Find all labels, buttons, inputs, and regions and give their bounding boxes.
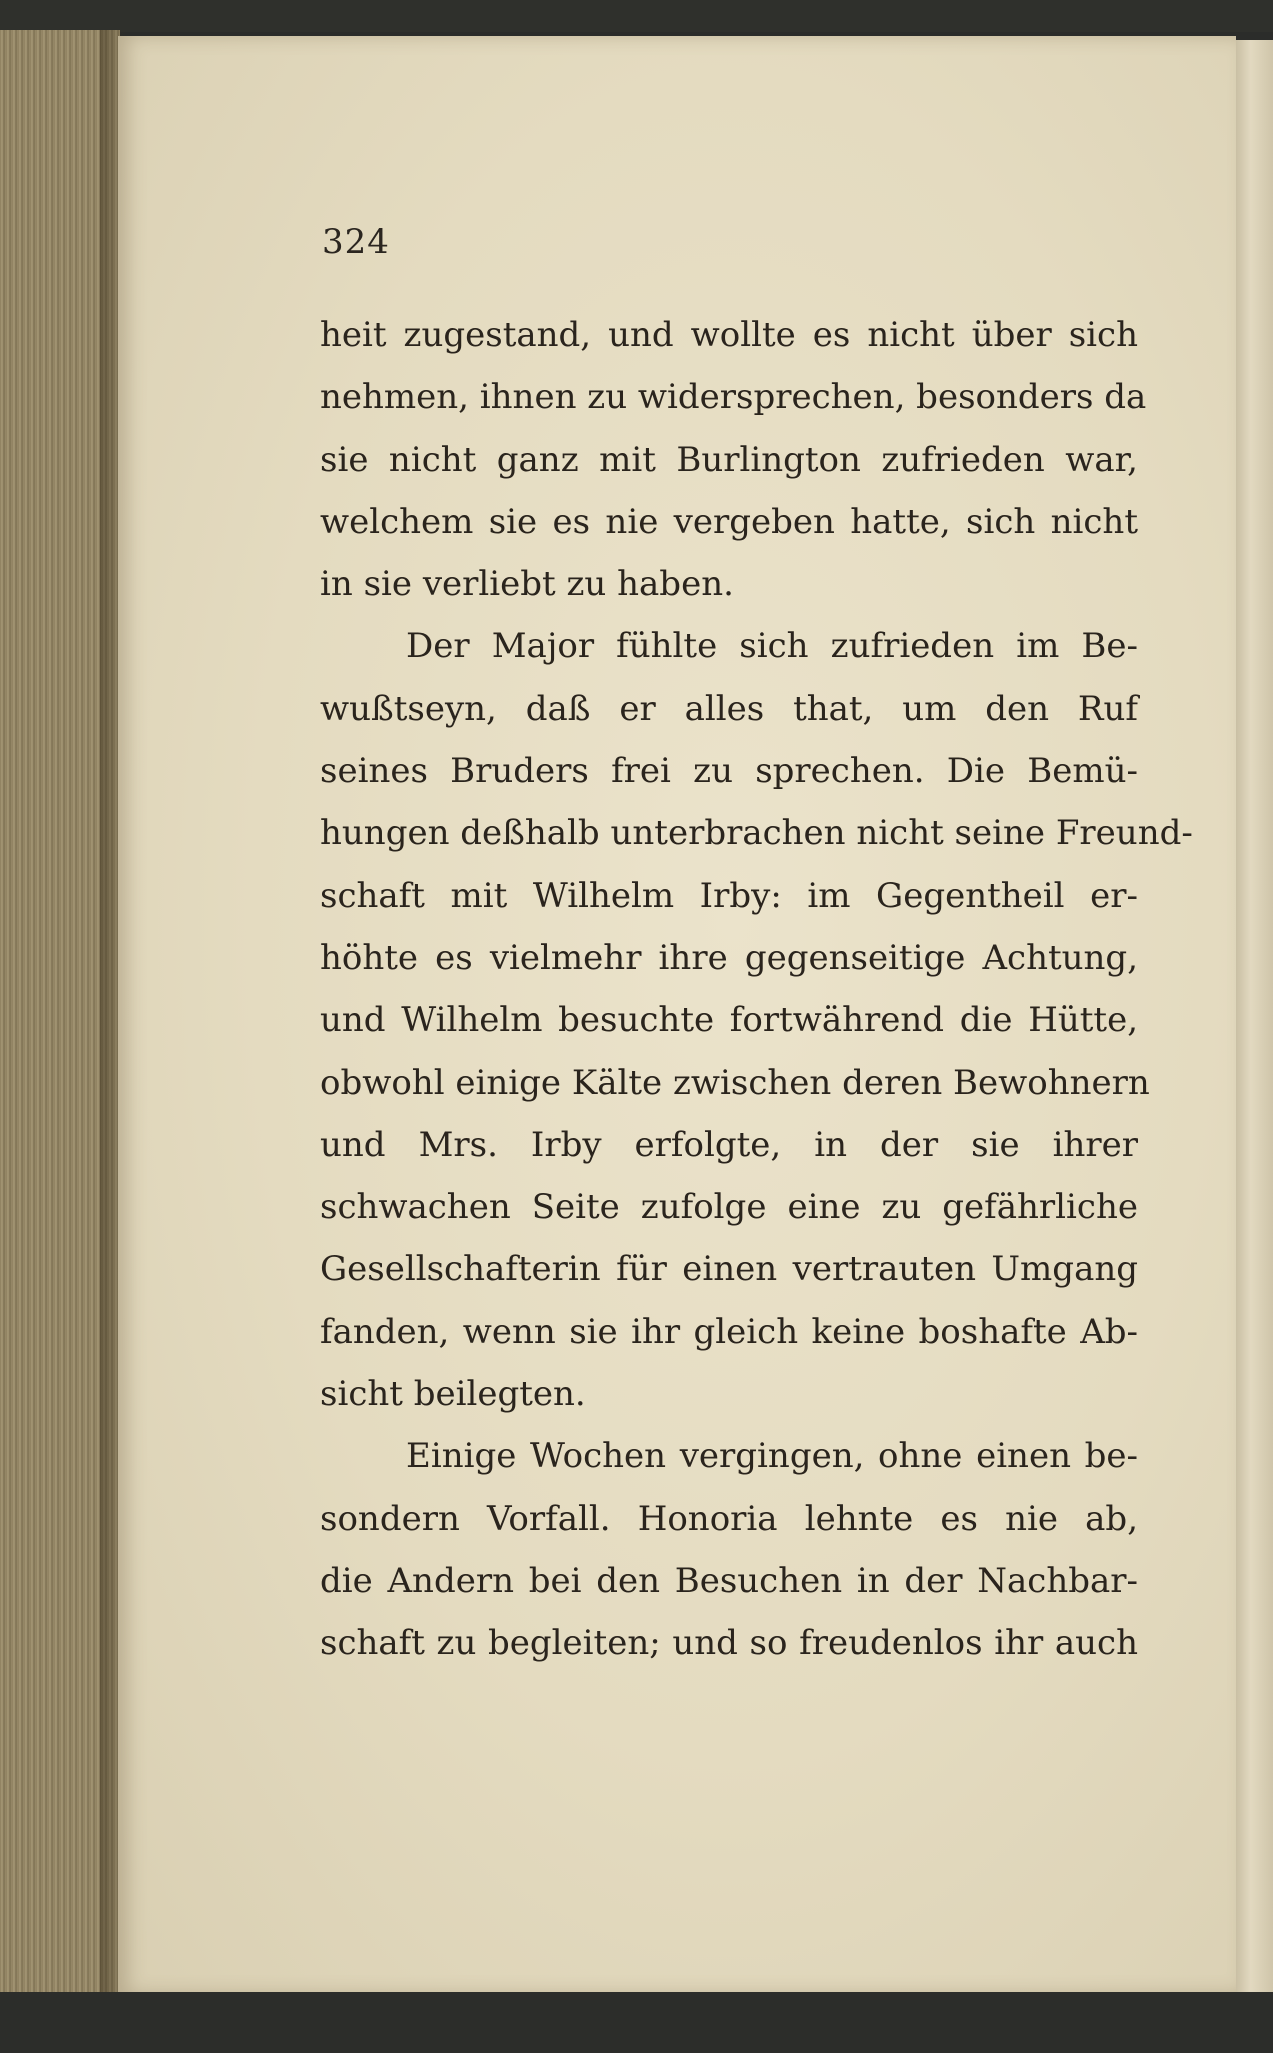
text-line: sicht beilegten. <box>320 1374 586 1415</box>
text-line: schaft zu begleiten; und so freudenlos ihr auch <box>320 1623 1138 1664</box>
text-line: in sie verliebt zu haben. <box>320 564 734 605</box>
text-line: Einige Wochen vergingen, ohne einen be- <box>406 1436 1138 1477</box>
text-line: sie nicht ganz mit Burlington zufrieden war, <box>320 439 1138 480</box>
text-line: seines Bruders frei zu sprechen. Die Bemü- <box>320 751 1138 792</box>
text-line: welchem sie es nie vergeben hatte, sich nicht <box>320 501 1138 542</box>
text-line: schaft mit Wilhelm Irby: im Gegentheil er- <box>320 875 1138 916</box>
body-text <box>320 304 1193 1675</box>
text-line: und Mrs. Irby erfolgte, in der sie ihrer <box>320 1124 1138 1165</box>
text-line: höhte es vielmehr ihre gegenseitige Achtung, <box>320 937 1138 978</box>
scan-top-border <box>0 0 1273 32</box>
text-line: heit zugestand, und wollte es nicht über sich <box>320 315 1138 355</box>
text-line: die Andern bei den Besuchen in der Nachbar- <box>320 1560 1138 1601</box>
text-line: Der Major fühlte sich zufrieden im Be- <box>406 626 1138 667</box>
text-line: obwohl einige Kälte zwischen deren Bewohnern <box>320 1062 1150 1103</box>
facing-page-edge <box>1236 40 1273 1992</box>
text-line: Gesellschafterin für einen vertrauten Umgang <box>320 1249 1138 1290</box>
text-line: wußtseyn, daß er alles that, um den Ruf <box>320 688 1138 729</box>
text-line: hungen deßhalb unterbrachen nicht seine Freund- <box>320 813 1193 854</box>
text-line: fanden, wenn sie ihr gleich keine boshafte Ab- <box>320 1311 1138 1352</box>
scan-bottom-border <box>0 1992 1273 2053</box>
page-number: 324 <box>322 222 390 262</box>
text-line: sondern Vorfall. Honoria lehnte es nie ab, <box>320 1498 1138 1539</box>
text-line: schwachen Seite zufolge eine zu gefährliche <box>320 1187 1138 1228</box>
text-line: und Wilhelm besuchte fortwährend die Hütte, <box>320 1000 1138 1041</box>
text-line: nehmen, ihnen zu widersprechen, besonders da <box>320 377 1147 418</box>
